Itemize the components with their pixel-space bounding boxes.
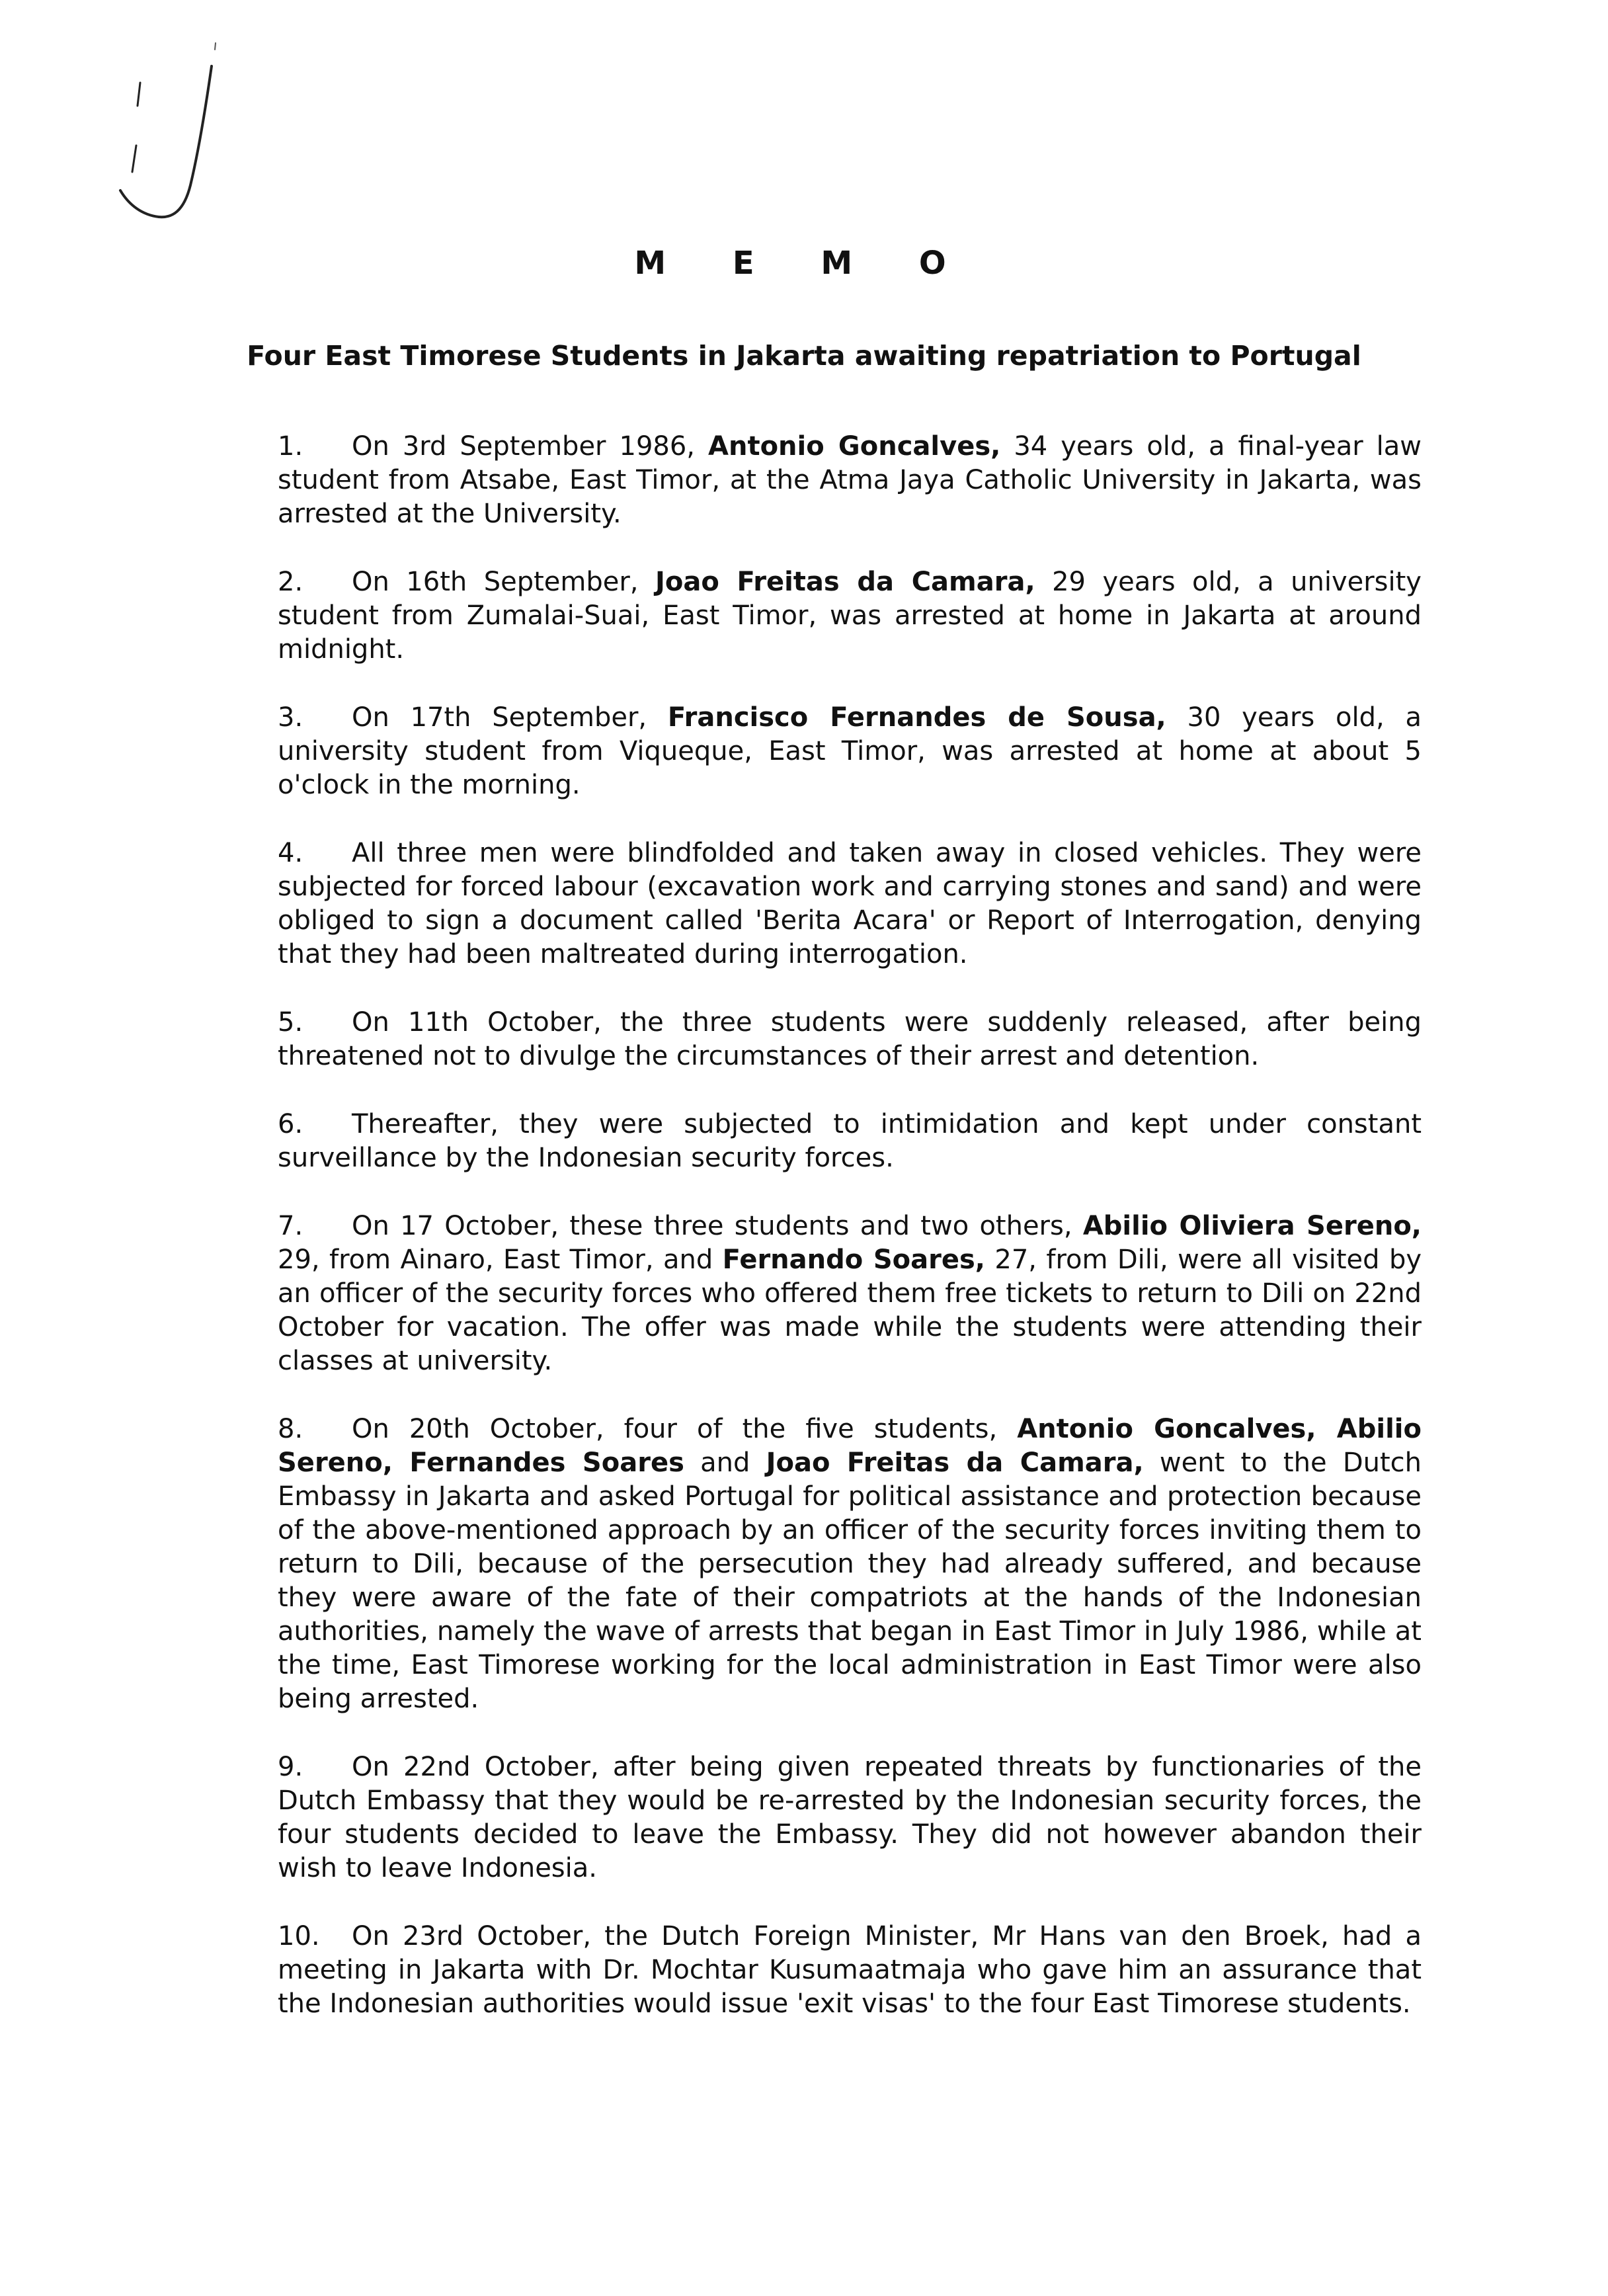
paragraph-text: On 23rd October, the Dutch Foreign Minister, Mr Hans van den Broek, had a meeting in Jakarta with Dr. Mochtar Kusumaatmaja who gave him an assurance that the Indonesian authorities would issue 'exit visas' to the four East Timorese students. — [278, 1921, 1422, 2019]
person-name: Antonio Goncalves, Abilio Sereno, Fernandes Soares — [278, 1414, 1422, 1478]
memo-paragraph — [278, 430, 1422, 531]
person-name: Francisco Fernandes de Sousa, — [667, 702, 1166, 733]
paragraph-text: went to the Dutch Embassy in Jakarta and asked Portugal for political assistance and protection because of the above-mentioned approach by an officer of the security forces inviting them to return to Dili, because of the persecution they had already suffered, and because they were aware of the fate of their compatriots at the hands of the Indonesian authorities, namely the wave of arrests that began in East Timor in July 1986, while at the time, East Timorese working for the local administration in East Timor were also being arrested. — [278, 1448, 1422, 1714]
person-name: Joao Freitas da Camara, — [655, 567, 1035, 597]
memo-paragraph — [278, 565, 1422, 667]
memo-paragraph — [278, 1413, 1422, 1716]
memo-paragraph — [278, 837, 1422, 971]
memo-title: M E M O — [634, 245, 974, 282]
person-name: Fernando Soares, — [722, 1245, 985, 1275]
paragraph-text: Thereafter, they were subjected to intimidation and kept under constant surveillance by the Indonesian security forces. — [278, 1109, 1422, 1173]
paragraph-text: 29 years old, a university student from Zumalai-Suai, East Timor, was arrested at home in Jakarta at around midnight. — [278, 567, 1422, 665]
paragraph-number: 6. — [278, 1109, 303, 1139]
paragraph-number: 2. — [278, 567, 303, 597]
paragraph-text: All three men were blindfolded and taken away in closed vehicles. They were subjected for forced labour (excavation work and carrying stones and sand) and were obliged to sign a document called 'Berita Acara' or Report of Interrogation, denying that they had been maltreated during interrogation. — [278, 838, 1422, 969]
paragraph-text: On 16th September, — [352, 567, 655, 597]
paragraph-text: On 20th October, four of the five students, — [352, 1414, 1018, 1444]
paragraph-number: 5. — [278, 1007, 303, 1038]
paragraph-text: 27, from Dili, were all visited by an officer of the security forces who offered them free tickets to return to Dili on 22nd October for vacation. The offer was made while the students were attending their classes at university. — [278, 1245, 1422, 1376]
paragraph-text: 29, from Ainaro, East Timor, and — [278, 1245, 723, 1275]
paragraph-text: and — [684, 1448, 766, 1478]
memo-subtitle: Four East Timorese Students in Jakarta awaiting repatriation to Portugal — [247, 340, 1361, 372]
paragraph-text: On 22nd October, after being given repeated threats by functionaries of the Dutch Embassy that they would be re-arrested by the Indonesian security forces, the four students decided to leave the Embassy. They did not however abandon their wish to leave Indonesia. — [278, 1752, 1422, 1883]
paragraph-number: 3. — [278, 702, 303, 733]
person-name: Abilio Oliviera Sereno, — [1082, 1211, 1422, 1241]
paragraph-number: 4. — [278, 838, 303, 868]
memo-paragraph — [278, 1920, 1422, 2021]
person-name: Joao Freitas da Camara, — [766, 1448, 1144, 1478]
paragraph-text: 34 years old, a final-year law student from Atsabe, East Timor, at the Atma Jaya Catholic University in Jakarta, was arrested at the University. — [278, 431, 1422, 529]
paragraph-text: On 17th September, — [352, 702, 668, 733]
paragraph-number: 1. — [278, 431, 303, 462]
paragraph-number: 10. — [278, 1921, 320, 1951]
paragraph-number: 7. — [278, 1211, 303, 1241]
memo-body — [278, 430, 1422, 2055]
memo-paragraph — [278, 701, 1422, 802]
paragraph-text: On 11th October, the three students were suddenly released, after being threatened not to divulge the circumstances of their arrest and detention. — [278, 1007, 1422, 1071]
memo-paragraph — [278, 1210, 1422, 1378]
handwritten-check-mark — [112, 20, 245, 231]
paragraph-text: 30 years old, a university student from Viqueque, East Timor, was arrested at home at about 5 o'clock in the morning. — [278, 702, 1422, 800]
paragraph-number: 8. — [278, 1414, 303, 1444]
memo-paragraph — [278, 1750, 1422, 1885]
memo-paragraph — [278, 1108, 1422, 1175]
memo-paragraph — [278, 1006, 1422, 1073]
paragraph-number: 9. — [278, 1752, 303, 1782]
person-name: Antonio Goncalves, — [708, 431, 1001, 462]
paragraph-text: On 17 October, these three students and two others, — [352, 1211, 1083, 1241]
paragraph-text: On 3rd September 1986, — [352, 431, 709, 462]
